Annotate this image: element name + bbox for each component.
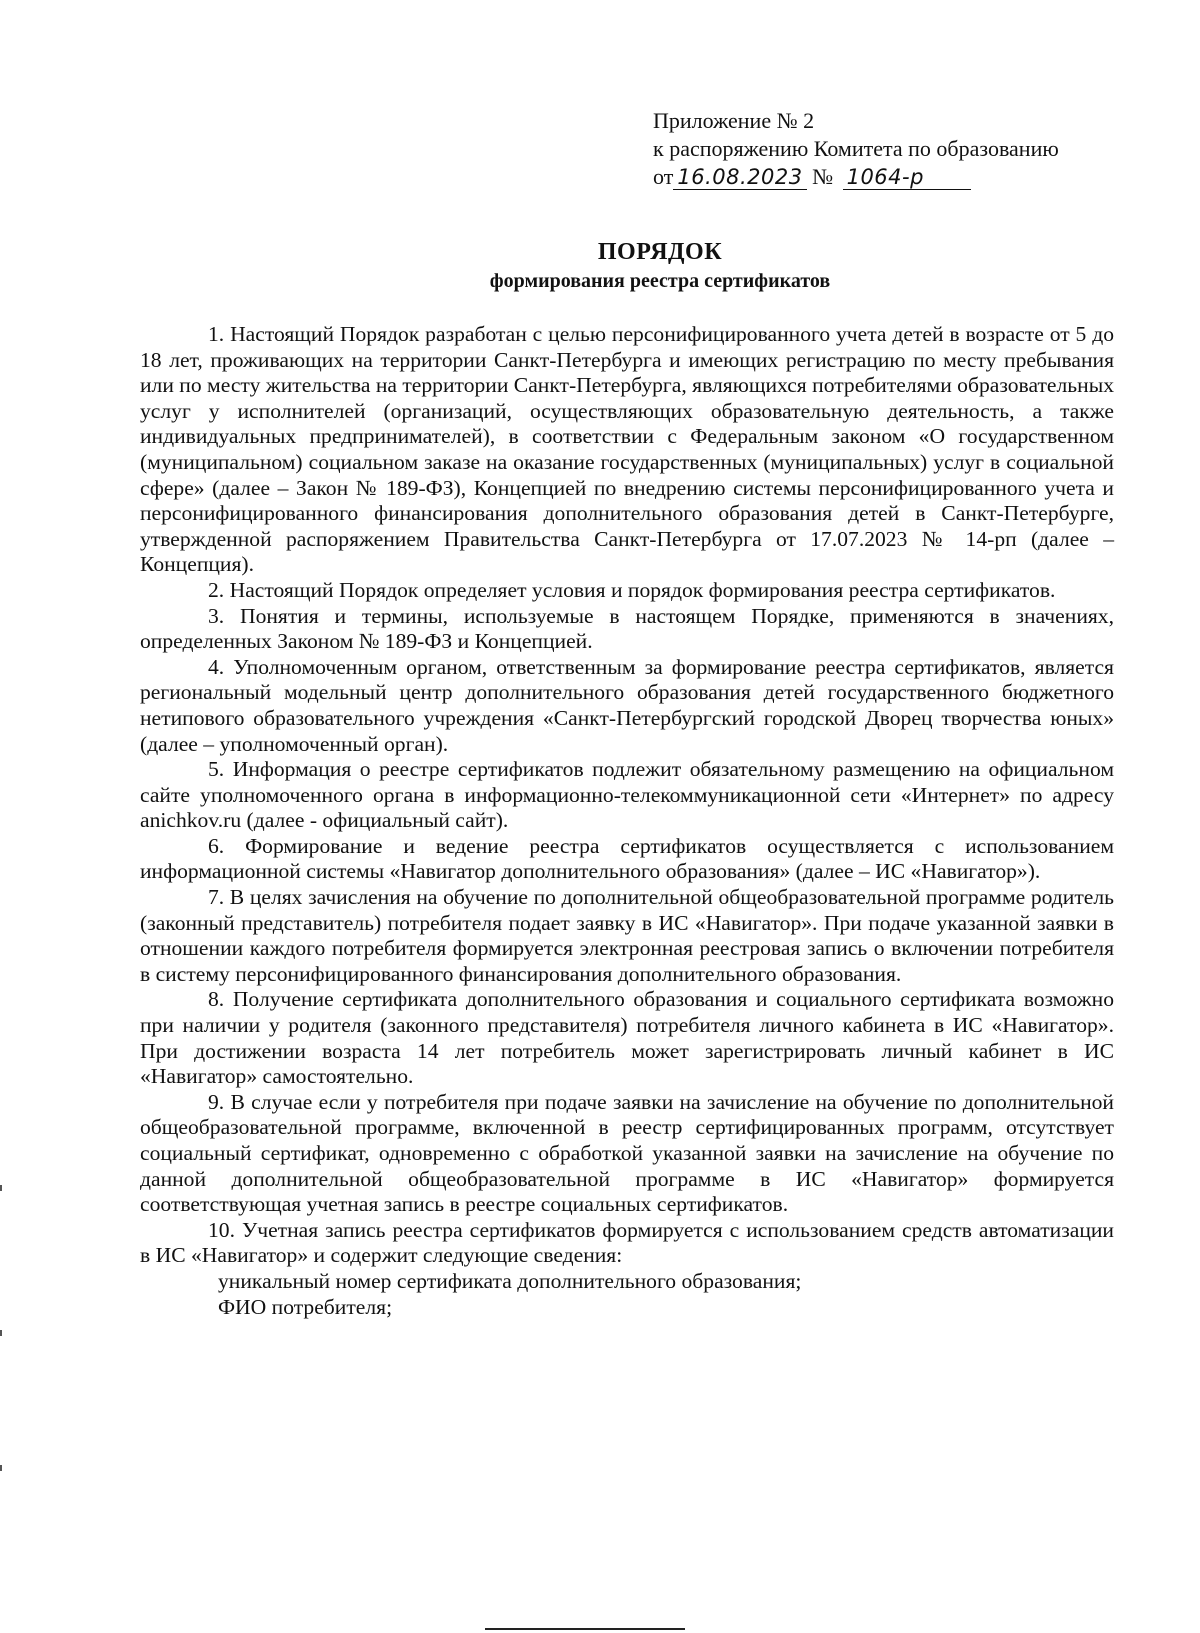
handwritten-number: 1064-р (843, 165, 971, 190)
document-body (140, 322, 1114, 1320)
appendix-date-number (653, 163, 1113, 191)
appendix-header (653, 107, 1113, 191)
scan-artifact-line (485, 1628, 685, 1630)
paragraph-10: 10. Учетная запись реестра сертификатов формируется с использованием средств автоматизации в ИС «Навигатор» и содержит следующие сведения: (140, 1217, 1114, 1268)
paragraph-3: 3. Понятия и термины, используемые в настоящем Порядке, применяются в значениях, определенных Законом № 189-ФЗ и Концепцией. (140, 603, 1114, 654)
document-subtitle: формирования реестра сертификатов (489, 270, 831, 292)
paragraph-4: 4. Уполномоченным органом, ответственным за формирование реестра сертификатов, является региональный модельный центр дополнительного образования детей государственного бюджетного нетипового образовательного учреждения «Санкт-Петербургский городской Дворец творчества юных» (далее – уполномоченный орган). (140, 654, 1114, 756)
date-prefix: от (653, 164, 674, 189)
list-item: уникальный номер сертификата дополнительного образования; (218, 1268, 802, 1293)
document-title: ПОРЯДОК (597, 239, 723, 265)
list-item: ФИО потребителя; (218, 1294, 393, 1319)
scan-artifact-dot (0, 1185, 2, 1191)
paragraph-2: 2. Настоящий Порядок определяет условия и порядок формирования реестра сертификатов. (208, 577, 1056, 602)
paragraph-7: 7. В целях зачисления на обучение по дополнительной общеобразовательной программе родитель (законный представитель) потребителя подает заявку в ИС «Навигатор». При подаче указанной заявки в отношении каждого потребителя формируется электронная реестровая запись о включении потребителя в систему персонифицированного финансирования дополнительного образования. (140, 885, 1114, 986)
appendix-title: Приложение № 2 (653, 108, 815, 133)
paragraph-9: 9. В случае если у потребителя при подаче заявки на зачисление на обучение по дополнительной общеобразовательной программе, включенной в реестр сертифицированных программ, отсутствует социальный сертификат, одновременно с обработкой указанной заявки на зачисление на обучение по данной дополнительной общеобразовательной программе в ИС «Навигатор» формируется соответствующая учетная запись в реестре социальных сертификатов. (140, 1089, 1114, 1217)
document-title-block (140, 237, 1180, 295)
scan-artifact-dot (0, 1330, 2, 1336)
number-label: № (812, 164, 834, 189)
paragraph-8: 8. Получение сертификата дополнительного образования и социального сертификата возможно при наличии у родителя (законного представителя) потребителя личного кабинета в ИС «Навигатор». При достижении возраста 14 лет потребитель может зарегистрировать личный кабинет в ИС «Навигатор» самостоятельно. (140, 987, 1114, 1089)
paragraph-6: 6. Формирование и ведение реестра сертификатов осуществляется с использованием информационной системы «Навигатор дополнительного образования» (далее – ИС «Навигатор»). (140, 833, 1114, 884)
paragraph-5: 5. Информация о реестре сертификатов подлежит обязательному размещению на официальном сайте уполномоченного органа в информационно-телекоммуникационной сети «Интернет» по адресу anichkov.ru (далее - официальный сайт). (140, 757, 1114, 833)
paragraph-1: 1. Настоящий Порядок разработан с целью персонифицированного учета детей в возрасте от 5 до 18 лет, проживающих на территории Санкт-Петербурга и имеющих регистрацию по месту пребывания или по месту жительства на территории Санкт-Петербурга, являющихся потребителями образовательных услуг у исполнителей (организаций, осуществляющих образовательную деятельность, а также индивидуальных предпринимателей), в соответствии с Федеральным законом «О государственном (муниципальном) социальном заказе на оказание государственных (муниципальных) услуг в социальной сфере» (далее – Закон № 189-ФЗ), Концепцией по внедрению системы персонифицированного учета и персонифицированного финансирования дополнительного образования детей в Санкт-Петербурге, утвержденной распоряжением Правительства Санкт-Петербурга от 17.07.2023 № 14-рп (далее – Концепция). (140, 322, 1114, 577)
appendix-reference: к распоряжению Комитета по образованию (653, 136, 1059, 161)
handwritten-date: 16.08.2023 (673, 165, 806, 190)
scan-artifact-dot (0, 1465, 2, 1471)
